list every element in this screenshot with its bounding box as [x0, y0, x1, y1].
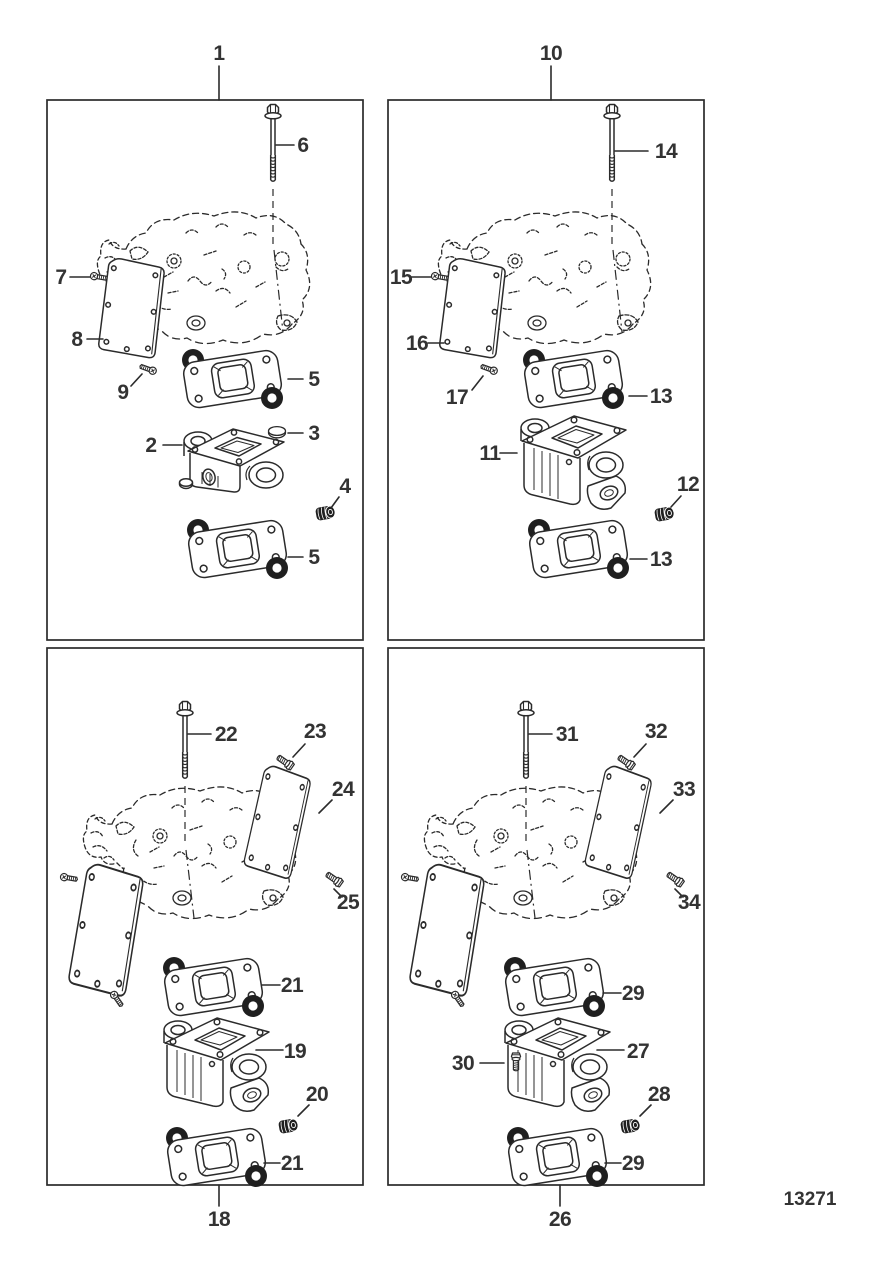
exhaust-gasket-drawing [166, 1127, 267, 1187]
panel-10 [388, 42, 704, 640]
panel-18 [47, 648, 363, 1231]
callout-3: 3 [308, 422, 320, 445]
callout-24: 24 [331, 778, 355, 801]
callout-34: 34 [677, 891, 701, 914]
callout-25: 25 [336, 891, 360, 914]
cover-screw-drawing [665, 870, 685, 888]
plate-screw-drawing [480, 363, 499, 376]
panel-10-label: 10 [539, 42, 563, 65]
callout-2: 2 [145, 434, 157, 457]
exhaust-gasket-drawing [187, 519, 288, 579]
anode-plug-drawing [315, 505, 336, 521]
callout-13-top: 13 [649, 385, 673, 408]
callout-28: 28 [647, 1083, 671, 1106]
drawing-number: 13271 [783, 1189, 837, 1210]
callout-22: 22 [214, 723, 238, 746]
exhaust-cover-plate-drawing [584, 764, 654, 879]
mounting-bolt-drawing [518, 702, 534, 779]
callout-6: 6 [297, 134, 309, 157]
anode-plug-drawing [620, 1118, 641, 1134]
anode-plug-drawing [654, 506, 675, 522]
exhaust-gasket-drawing [504, 957, 605, 1017]
callout-14: 14 [654, 140, 678, 163]
mounting-bolt-drawing [177, 702, 193, 779]
exhaust-block-drawing [180, 429, 285, 492]
callout-20: 20 [305, 1083, 329, 1106]
callout-30: 30 [451, 1052, 475, 1075]
callout-27: 27 [626, 1040, 650, 1063]
cap-plug-drawing [269, 427, 286, 438]
callout-7: 7 [55, 266, 67, 289]
transom-plate-drawing [98, 258, 165, 359]
cover-screw-drawing [324, 870, 344, 888]
callout-29-top: 29 [621, 982, 645, 1005]
callout-32: 32 [644, 720, 668, 743]
panel-18-label: 18 [207, 1208, 231, 1231]
panel-1 [47, 42, 363, 640]
panel-26-label: 26 [548, 1208, 572, 1231]
callout-11: 11 [479, 442, 501, 465]
callout-19: 19 [283, 1040, 307, 1063]
callout-12: 12 [676, 473, 700, 496]
callout-5-bottom: 5 [308, 546, 320, 569]
anode-plug-drawing [278, 1118, 299, 1134]
exhaust-gasket-drawing [523, 349, 624, 409]
callout-23: 23 [303, 720, 327, 743]
callout-8: 8 [71, 328, 83, 351]
panel-26 [388, 648, 704, 1231]
exhaust-riser-drawing [505, 1018, 610, 1111]
bolt-alignment-centerline [274, 250, 283, 332]
plate-screw-drawing [401, 873, 419, 883]
transom-plate-drawing [67, 863, 144, 997]
exhaust-gasket-drawing [182, 349, 283, 409]
transom-plate-drawing [439, 258, 506, 359]
mounting-bolt-drawing [604, 105, 620, 182]
callout-29-bottom: 29 [621, 1152, 645, 1175]
callout-5-top: 5 [308, 368, 320, 391]
callout-21-top: 21 [280, 974, 304, 997]
callout-17: 17 [445, 386, 469, 409]
callout-4: 4 [339, 475, 351, 498]
callout-15: 15 [389, 266, 413, 289]
transom-plate-drawing [408, 863, 485, 997]
exhaust-gasket-drawing [507, 1127, 608, 1187]
plate-screw-drawing [60, 873, 78, 883]
callout-21-bottom: 21 [280, 1152, 304, 1175]
mounting-bolt-drawing [265, 105, 281, 182]
callout-9: 9 [117, 381, 129, 404]
exhaust-gasket-drawing [528, 519, 629, 579]
exhaust-gasket-drawing [163, 957, 264, 1017]
exhaust-riser-drawing [521, 416, 626, 509]
exhaust-riser-drawing [164, 1018, 269, 1111]
panel-1-label: 1 [213, 42, 225, 65]
callout-31: 31 [555, 723, 579, 746]
callout-16: 16 [405, 332, 429, 355]
callout-33: 33 [672, 778, 696, 801]
callout-13-bottom: 13 [649, 548, 673, 571]
exhaust-cover-plate-drawing [243, 764, 313, 879]
